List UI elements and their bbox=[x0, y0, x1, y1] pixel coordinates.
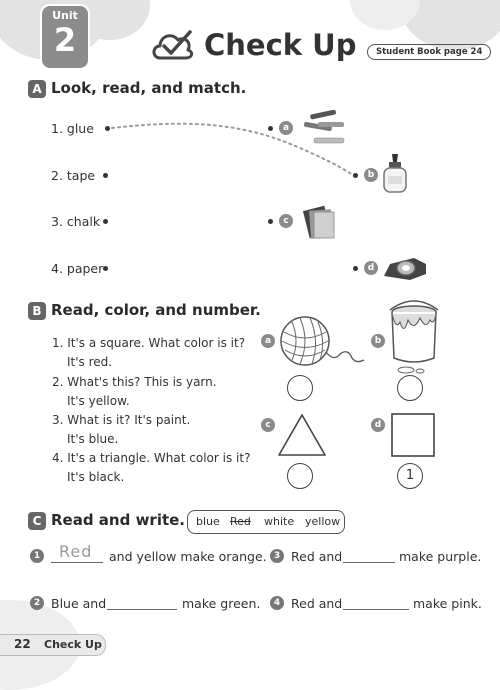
match-item-tape: 2. tape bbox=[51, 168, 96, 183]
match-item-paper: 4. paper bbox=[51, 261, 104, 276]
instruction-line: It's black. bbox=[67, 470, 125, 484]
section-a-letter: A bbox=[28, 80, 46, 98]
sentence-text: make green. bbox=[182, 596, 261, 611]
chalk-icon bbox=[300, 110, 350, 148]
glue-icon bbox=[380, 152, 410, 194]
instruction-line: 1. It's a square. What color is it? bbox=[52, 336, 246, 350]
sentence-text: Red and bbox=[291, 549, 343, 564]
match-item-chalk: 3. chalk bbox=[51, 214, 101, 229]
picture-letter-b: b bbox=[364, 168, 378, 182]
word-bank-item: white bbox=[264, 515, 295, 528]
word-bank bbox=[187, 510, 345, 534]
square-icon bbox=[390, 412, 436, 458]
page-title: Check Up bbox=[204, 28, 357, 62]
sentence-text: Red and bbox=[291, 596, 343, 611]
answer-circle-a[interactable] bbox=[287, 375, 313, 401]
sentence-number: 1 bbox=[30, 549, 44, 563]
section-b-letter: B bbox=[28, 302, 46, 320]
word-bank-item-crossed: Red bbox=[230, 515, 251, 528]
match-dot-right[interactable] bbox=[353, 266, 358, 271]
answer-circle-b[interactable] bbox=[397, 375, 423, 401]
section-a-title: Look, read, and match. bbox=[51, 79, 247, 97]
sentence-number: 4 bbox=[270, 596, 284, 610]
answer-blank-3[interactable] bbox=[343, 545, 395, 563]
picture-letter-a: a bbox=[261, 334, 275, 348]
match-dot-right[interactable] bbox=[268, 126, 273, 131]
student-book-reference: Student Book page 24 bbox=[367, 44, 491, 60]
footer-bar bbox=[0, 634, 106, 656]
footer-label: Check Up bbox=[44, 638, 102, 651]
unit-number: 2 bbox=[53, 21, 77, 59]
sentence-text: make pink. bbox=[413, 596, 482, 611]
answer-blank-2[interactable] bbox=[107, 592, 177, 610]
page-number: 22 bbox=[14, 637, 31, 651]
picture-letter-a: a bbox=[279, 121, 293, 135]
sentence-number: 2 bbox=[30, 596, 44, 610]
sentence-number: 3 bbox=[270, 549, 284, 563]
word-bank-item: blue bbox=[196, 515, 220, 528]
picture-letter-c: c bbox=[261, 418, 275, 432]
instruction-line: 4. It's a triangle. What color is it? bbox=[52, 451, 251, 465]
paint-bucket-icon bbox=[386, 300, 442, 376]
answer-circle-c[interactable] bbox=[287, 463, 313, 489]
sentence-text: make purple. bbox=[399, 549, 482, 564]
section-c-letter: C bbox=[28, 512, 46, 530]
instruction-line: It's red. bbox=[67, 355, 113, 369]
match-dot-right[interactable] bbox=[353, 173, 358, 178]
triangle-icon bbox=[276, 412, 328, 458]
sentence-text: Blue and bbox=[51, 596, 107, 611]
section-c-title: Read and write. bbox=[51, 511, 186, 529]
traced-answer: Red bbox=[59, 542, 93, 561]
picture-letter-d: d bbox=[371, 418, 385, 432]
section-b-title: Read, color, and number. bbox=[51, 301, 261, 319]
word-bank-item: yellow bbox=[305, 515, 341, 528]
instruction-line: It's blue. bbox=[67, 432, 119, 446]
instruction-line: It's yellow. bbox=[67, 394, 130, 408]
match-item-glue: 1. glue bbox=[51, 121, 94, 136]
picture-letter-c: c bbox=[279, 214, 293, 228]
picture-letter-b: b bbox=[371, 334, 385, 348]
picture-letter-d: d bbox=[364, 261, 378, 275]
answer-blank-1[interactable] bbox=[51, 542, 103, 563]
match-dot-right[interactable] bbox=[268, 219, 273, 224]
yarn-ball-icon bbox=[278, 314, 368, 370]
instruction-line: 2. What's this? This is yarn. bbox=[52, 375, 217, 389]
instruction-line: 3. What is it? It's paint. bbox=[52, 413, 191, 427]
paper-icon bbox=[300, 204, 338, 242]
sentence-text: and yellow make orange. bbox=[109, 549, 267, 564]
answer-blank-4[interactable] bbox=[343, 592, 409, 610]
tape-icon bbox=[380, 250, 430, 284]
unit-label: Unit bbox=[52, 9, 78, 22]
answer-circle-d[interactable]: 1 bbox=[397, 463, 423, 489]
